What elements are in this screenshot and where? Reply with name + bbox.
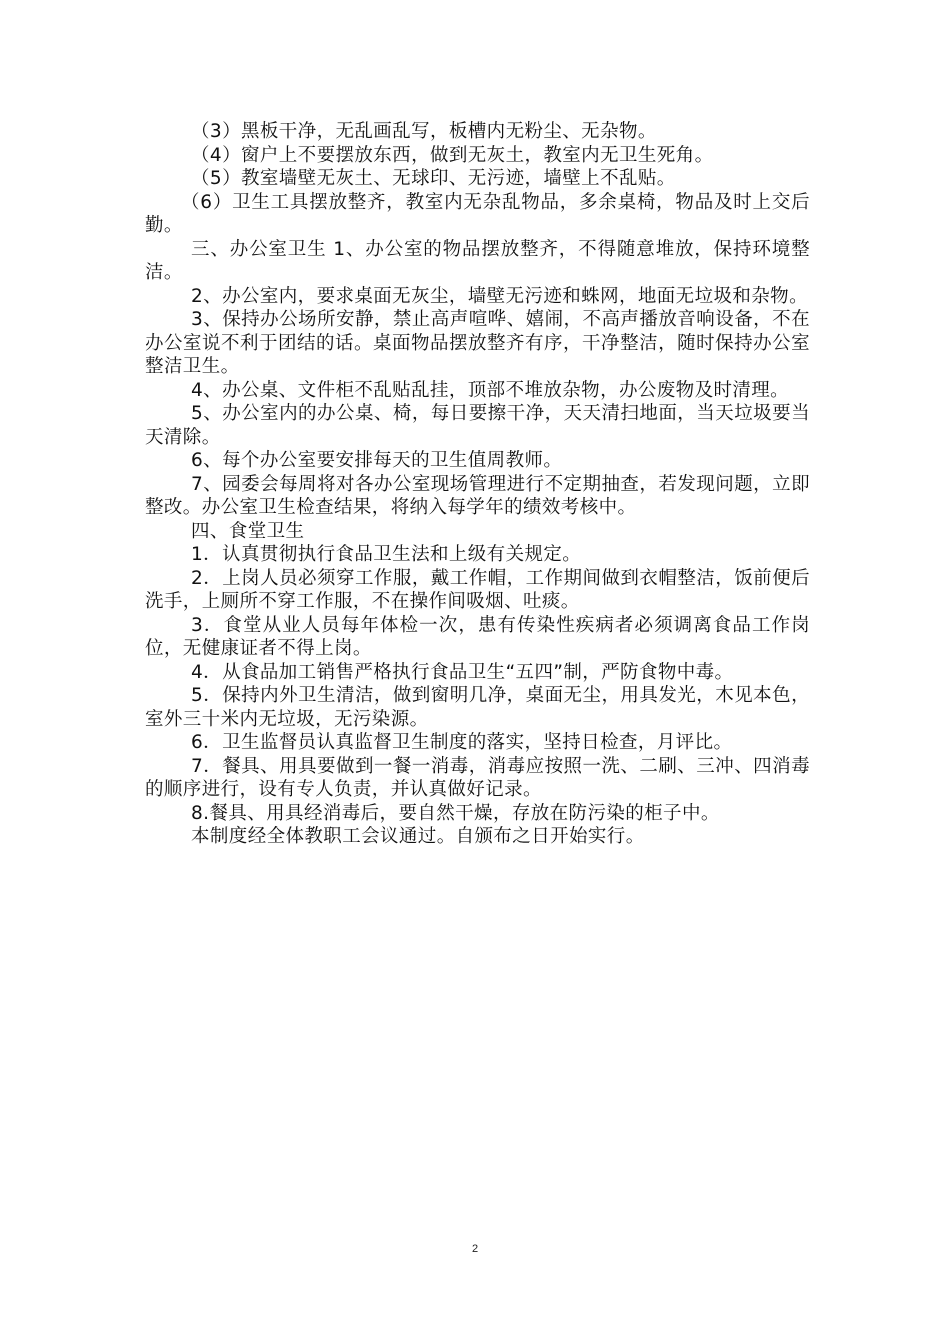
paragraph-item-6: （6）卫生工具摆放整齐，教室内无杂乱物品，多余桌椅，物品及时上交后勤。	[145, 191, 810, 236]
paragraph-canteen-4: 4．从食品加工销售严格执行食品卫生“五四”制，严防食物中毒。	[191, 661, 734, 683]
paragraph-canteen-8: 8.餐具、用具经消毒后，要自然干燥，存放在防污染的柜子中。	[191, 802, 720, 824]
paragraph-office-4: 4、办公桌、文件柜不乱贴乱挂，顶部不堆放杂物，办公废物及时清理。	[191, 379, 790, 401]
paragraph-closing: 本制度经全体教职工会议通过。自颁布之日开始实行。	[191, 826, 645, 847]
paragraph-canteen-7: 7．餐具、用具要做到一餐一消毒，消毒应按照一洗、二刷、三冲、四消毒的顺序进行，设有专人负责，并认真做好记录。	[145, 755, 810, 800]
paragraph-canteen-5: 5．保持内外卫生清洁，做到窗明几净，桌面无尘，用具发光，木见本色，室外三十米内无垃圾，无污染源。	[145, 685, 810, 730]
paragraph-office-2: 2、办公室内，要求桌面无灰尘，墙壁无污迹和蛛网，地面无垃圾和杂物。	[191, 285, 808, 307]
paragraph-canteen-6: 6．卫生监督员认真监督卫生制度的落实，坚持日检查，月评比。	[191, 732, 733, 753]
paragraph-office-5: 5、办公室内的办公桌、椅，每日要擦干净，天天清扫地面，当天垃圾要当天清除。	[145, 403, 810, 448]
paragraph-office-heading: 三、办公室卫生 1、办公室的物品摆放整齐，不得随意堆放，保持环境整洁。	[145, 238, 810, 283]
paragraph-office-7: 7、园委会每周将对各办公室现场管理进行不定期抽查，若发现问题，立即整改。办公室卫生检查结果，将纳入每学年的绩效考核中。	[145, 473, 810, 518]
paragraph-item-5: （5）教室墙壁无灰土、无球印、无污迹，墙壁上不乱贴。	[191, 168, 676, 189]
page-number: 2	[471, 1243, 479, 1255]
paragraph-office-3: 3、保持办公场所安静，禁止高声喧哗、嬉闹，不高声播放音响设备，不在办公室说不利于团结的话。桌面物品摆放整齐有序，干净整洁，随时保持办公室整洁卫生。	[145, 309, 810, 377]
paragraph-canteen-2: 2．上岗人员必须穿工作服，戴工作帽，工作期间做到衣帽整洁，饭前便后洗手，上厕所不穿工作服，不在操作间吸烟、吐痰。	[145, 567, 810, 612]
paragraph-item-4: （4）窗户上不要摆放东西，做到无灰土，教室内无卫生死角。	[191, 144, 714, 166]
paragraph-canteen-3: 3．食堂从业人员每年体检一次，患有传染性疾病者必须调离食品工作岗位，无健康证者不得上岗。	[145, 614, 810, 659]
section-heading-canteen: 四、食堂卫生	[191, 520, 305, 542]
paragraph-office-6: 6、每个办公室要安排每天的卫生值周教师。	[191, 450, 563, 471]
paragraph-canteen-1: 1．认真贯彻执行食品卫生法和上级有关规定。	[191, 544, 582, 565]
paragraph-item-3: （3）黑板干净，无乱画乱写，板槽内无粉尘、无杂物。	[191, 121, 657, 142]
document-body	[145, 120, 810, 849]
